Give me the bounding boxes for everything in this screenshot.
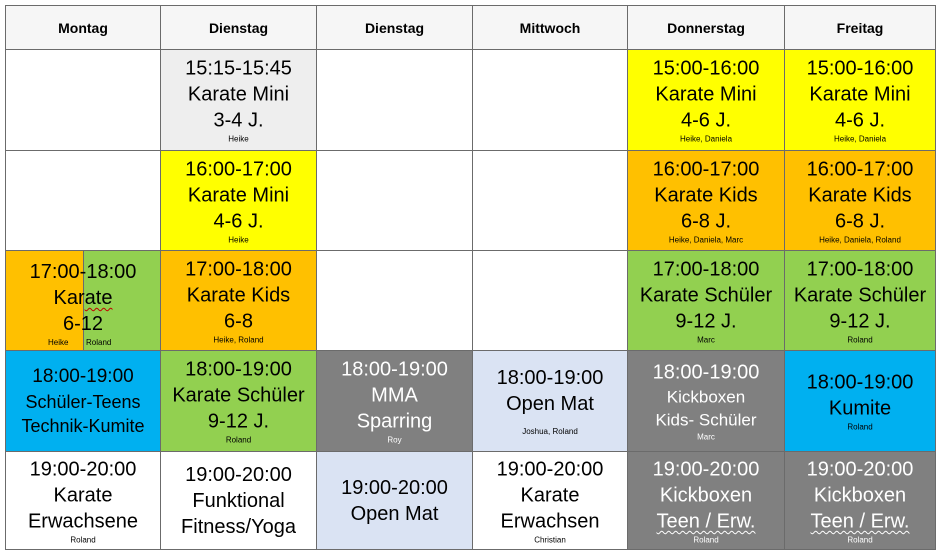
class-time: 18:00-19:00 [806,371,914,394]
age-left: 6- [62,313,81,335]
class-trainer: Heike, Roland [213,335,264,344]
class-tue1-r3 [161,251,317,351]
class-mon-r5 [6,452,161,550]
class-age: Fitness/Yoga [181,515,296,538]
class-name: Karate Schüler [172,384,305,407]
header-tuesday-1: Dienstag [161,6,317,50]
class-age: 9-12 J. [675,310,737,332]
class-time: 17:00-18:00 [652,258,760,280]
header-tuesday-2: Dienstag [317,6,473,50]
class-age: Kids- Schüler [655,410,757,430]
class-name: Karate Kids [186,284,291,306]
class-thu-r1 [628,50,785,151]
header-friday: Freitag [785,6,936,50]
class-fri-r2 [785,151,936,251]
class-age: Teen / Erw. [656,510,756,532]
class-trainer: Joshua, Roland [522,427,578,436]
class-time: 19:00-20:00 [806,458,914,480]
class-time: 17:00-18:00 [806,258,914,280]
class-age: 6-8 J. [680,210,732,232]
class-time: 19:00-20:00 [496,458,604,480]
class-trainer: Heike, Daniela [679,134,733,144]
class-fri-r4 [785,351,936,452]
class-age: 4-6 J. [213,210,264,232]
class-time: 19:00-20:00 [341,476,448,499]
time-left: 17:00- [29,261,87,283]
trainer-left: Heike [48,338,69,347]
class-mon-r3-split [6,251,161,351]
class-name: Karate Mini [187,83,290,106]
class-age: 9-12 J. [829,310,891,332]
class-age: 6-8 [224,310,253,332]
class-thu-r4 [628,351,785,452]
class-name: Karate Schüler [793,284,927,306]
timetable [5,5,936,550]
class-thu-r5 [628,452,785,550]
class-name: Karate [53,484,113,506]
class-name: Kickboxen [813,484,907,506]
class-trainer: Roland [225,435,252,445]
class-name: Karate Mini [187,184,290,206]
name-right: ate [84,287,113,309]
name-left: Kar [53,287,85,309]
class-name: Funktional [192,489,285,512]
class-age: Teen / Erw. [810,510,910,532]
class-age: 6-8 J. [834,210,886,232]
class-time: 16:00-17:00 [185,158,292,180]
class-age: 3-4 J. [213,109,264,132]
class-name: Karate Mini [655,83,757,106]
class-time: 18:00-19:00 [32,366,134,387]
header-wednesday: Mittwoch [473,6,628,50]
class-name: Open Mat [350,502,439,525]
class-time: 16:00-17:00 [806,158,914,180]
class-time: 18:00-19:00 [341,358,448,381]
class-trainer: Marc [697,335,715,344]
class-trainer: Heike [228,134,249,144]
slot-wed-r2 [473,151,628,251]
class-age: 4-6 J. [834,109,886,132]
class-tue2-r4 [317,351,473,452]
class-trainer: Marc [697,432,715,442]
class-time: 16:00-17:00 [652,158,760,180]
class-time: 19:00-20:00 [185,463,292,486]
class-trainer: Roy [387,435,402,445]
class-trainer: Roland [847,535,873,544]
class-trainer: Roland [693,535,719,544]
class-time: 15:00-16:00 [806,57,914,80]
class-age: 9-12 J. [207,410,270,433]
class-trainer: Heike, Daniela, Marc [668,235,744,244]
class-name: MMA [371,384,418,407]
class-name: Karate Mini [809,83,911,106]
class-tue1-r5 [161,452,317,550]
slot-tue2-r2 [317,151,473,251]
trainer-right: Roland [86,338,112,347]
class-name: Kickboxen [659,484,753,506]
class-trainer: Roland [847,422,873,432]
slot-tue2-r3 [317,251,473,351]
class-time: 15:00-16:00 [652,57,760,80]
class-name: Kickboxen [666,387,746,407]
class-time: 18:00-19:00 [185,358,292,381]
class-time: 18:00-19:00 [652,361,760,384]
class-thu-r3 [628,251,785,351]
class-tue1-r4 [161,351,317,452]
class-name: Schüler-Teens [25,392,141,412]
split-text [6,259,160,337]
class-tue2-r5 [317,452,473,550]
class-tue1-r2 [161,151,317,251]
class-name: Kumite [828,397,892,420]
class-thu-r2 [628,151,785,251]
class-name: Karate Kids [654,184,758,206]
class-name: Karate Kids [808,184,912,206]
class-time: 18:00-19:00 [496,367,604,389]
class-trainer: Christian [534,535,566,544]
class-wed-r5 [473,452,628,550]
age-right: 12 [80,313,104,335]
class-fri-r3 [785,251,936,351]
class-time: 19:00-20:00 [29,458,137,480]
class-time: 15:15-15:45 [185,57,292,80]
class-trainer: Roland [70,535,96,544]
class-name: Open Mat [506,393,594,415]
class-trainer: Heike, Daniela [833,134,887,144]
class-name: Karate [520,484,580,506]
class-trainer: Heike, Daniela, Roland [819,235,901,244]
slot-mon-r1 [6,50,161,151]
class-age: Erwachsene [27,510,139,532]
class-trainer: Heike [228,235,249,244]
slot-wed-r1 [473,50,628,151]
class-mon-r4 [6,351,161,452]
class-wed-r4 [473,351,628,452]
class-time: 17:00-18:00 [185,258,292,280]
class-age: Technik-Kumite [21,416,145,436]
class-tue1-r1 [161,50,317,151]
class-fri-r5 [785,452,936,550]
class-age: Erwachsen [500,510,600,532]
class-age: 4-6 J. [680,109,732,132]
class-fri-r1 [785,50,936,151]
slot-wed-r3 [473,251,628,351]
class-time: 19:00-20:00 [652,458,760,480]
class-trainer: Roland [847,335,873,344]
header-thursday: Donnerstag [628,6,785,50]
header-monday: Montag [6,6,161,50]
time-right: 18:00 [86,261,137,283]
class-name: Karate Schüler [639,284,773,306]
slot-tue2-r1 [317,50,473,151]
slot-mon-r2 [6,151,161,251]
class-age: Sparring [356,410,433,433]
